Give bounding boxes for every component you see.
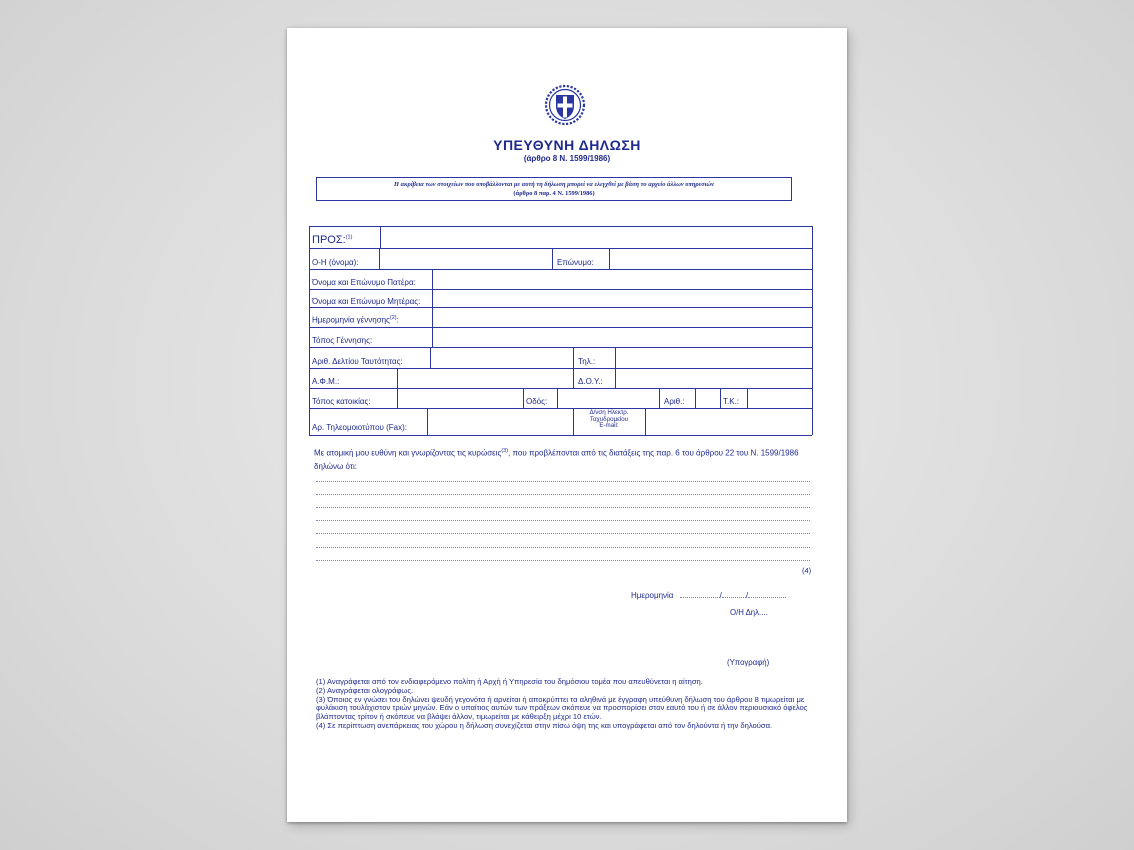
- footnote-ref-1: (1): [345, 234, 353, 241]
- notice-line-2: (άρθρο 8 παρ. 4 Ν. 1599/1986): [513, 190, 595, 197]
- first-name-label: Ο-Η (όνομα):: [312, 258, 359, 267]
- statement-line: [316, 481, 810, 482]
- statement-line: [316, 560, 810, 561]
- declarant-label: Ο/Η Δηλ....: [730, 608, 768, 617]
- footnotes: [316, 678, 812, 731]
- statement-line: [316, 520, 810, 521]
- street-label: Οδός:: [526, 397, 548, 406]
- notice-line-1: Η ακρίβεια των στοιχείων που υποβάλλονται με αυτή τη δήλωση μπορεί να ελεγχθεί με βάση το αρχείο άλλων υπηρεσιών: [394, 181, 714, 188]
- statement-line: [316, 547, 810, 548]
- statement-line: [316, 494, 810, 495]
- residence-label: Τόπος κατοικίας:: [312, 397, 371, 406]
- footnote-1: (1) Αναγράφεται από τον ενδιαφερόμενο πολίτη ή Αρχή ή Υπηρεσία του δημόσιου τομέα που απευθύνεται η αίτηση.: [316, 677, 703, 686]
- surname-label: Επώνυμο:: [557, 258, 594, 267]
- birth-place-label: Τόπος Γέννησης:: [312, 336, 373, 345]
- postal-code-label: Τ.Κ.:: [723, 397, 740, 406]
- footnote-4: (4) Σε περίπτωση ανεπάρκειας του χώρου η δήλωση συνεχίζεται στην πίσω όψη της και υπογράφεται από τον δηλούντα ή την δηλούσα.: [316, 720, 773, 730]
- afm-label: Α.Φ.Μ.:: [312, 377, 340, 386]
- number-label: Αριθ.:: [664, 397, 685, 406]
- footnote-ref-3: (3): [501, 448, 509, 454]
- greek-coat-of-arms-icon: [544, 84, 586, 126]
- id-number-label: Αριθ. Δελτίου Ταυτότητας:: [312, 357, 403, 366]
- footnote-3: (3) Όποιος εν γνώσει του δηλώνει ψευδή γεγονότα ή αρνείται ή αποκρύπτει τα αληθινά με έγγραφη υπεύθυνη δήλωση του άρθρου 8 τιμωρείται με φυλάκιση τουλάχιστον τριών μηνών. Εάν ο υπαίτιος αυτών των πράξεων σκόπευε να προσπορίσει στον εαυτό του ή σε άλλον περιουσιακό όφελος βλάπτοντας τρίτον ή σκόπευε να βλάψει άλλον, τιμωρείται με κάθειρξη μέχρι 10 ετών.: [316, 694, 808, 722]
- date-label: Ημερομηνία: [631, 591, 674, 600]
- document-subtitle: (άρθρο 8 Ν. 1599/1986): [523, 154, 611, 163]
- footnote-ref-4: (4): [802, 566, 812, 575]
- doy-label: Δ.Ο.Υ.:: [578, 377, 603, 386]
- email-label: Δ/νση Ηλεκτρ. Ταχυδρομείου E-mail:: [589, 409, 629, 430]
- statement-line: [316, 533, 810, 534]
- footnote-ref-2: (2): [389, 315, 397, 321]
- personal-details-table: [309, 226, 812, 436]
- birth-date-label: Ημερομηνία γέννησης$^{(2)}$:: [312, 315, 399, 325]
- declaration-page: [287, 28, 847, 822]
- fax-label: Αρ. Τηλεομοιοτύπου (Fax):: [312, 423, 407, 432]
- accuracy-notice-box: [316, 177, 792, 201]
- date-row: Ημερομηνία / /: [631, 591, 786, 600]
- recipient-label: ΠΡΟΣ:$^{(1)}$: [312, 234, 353, 246]
- signature-label: (Υπογραφή): [727, 658, 770, 667]
- phone-label: Τηλ.:: [578, 357, 596, 366]
- statement-line: [316, 507, 810, 508]
- mother-name-label: Όνομα και Επώνυμο Μητέρας:: [312, 297, 421, 306]
- father-name-label: Όνομα και Επώνυμο Πατέρα:: [312, 278, 416, 287]
- statement-intro: Με ατομική μου ευθύνη και γνωρίζοντας τις κυρώσεις$^{(3)}$, που προβλέπονται από τις διατάξεις της παρ. 6 του άρθρου 22 του Ν. 1599/1986 δηλώνω ότι:: [314, 448, 799, 471]
- footnote-2: (2) Αναγράφεται ολογράφως.: [316, 685, 414, 695]
- document-title: ΥΠΕΥΘΥΝΗ ΔΗΛΩΣΗ: [493, 137, 641, 153]
